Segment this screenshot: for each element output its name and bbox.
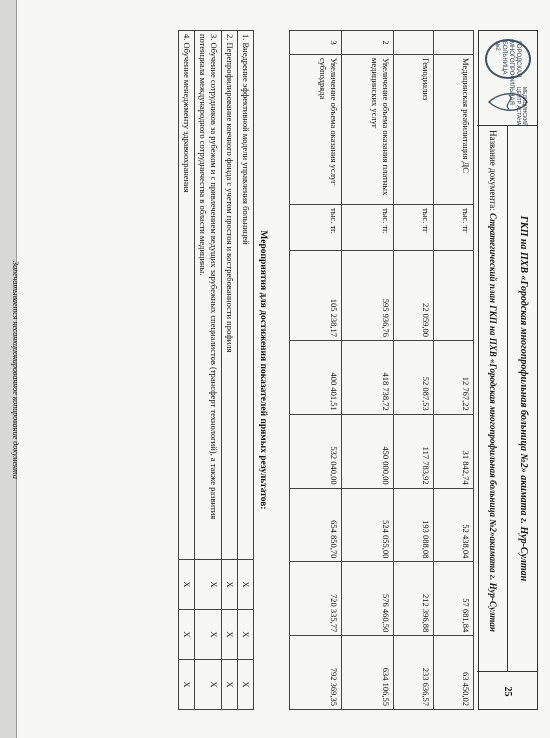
document-header (478, 30, 538, 710)
activity-row (222, 31, 238, 710)
activity-mark: X (222, 560, 238, 610)
cell-name: Гемодиализ (394, 55, 434, 205)
table-row (342, 31, 394, 710)
cell-value: 22 059,00 (394, 251, 434, 341)
cell-name: Увеличение объема оказания платных медицинских услуг (342, 55, 394, 205)
cell-value: 418 738,72 (342, 341, 394, 415)
footer-note: Запечатывается несанкционированное копирование документа (11, 261, 20, 479)
activity-text: 1. Внедрение эффективной модели управления больницей (238, 31, 254, 560)
activity-mark: X (195, 660, 222, 710)
activities-heading: Мероприятия для достижения показателей прямых результатов: (258, 230, 268, 510)
document-name-row (477, 126, 507, 671)
activity-row (179, 31, 195, 710)
cell-unit: тыс. тг (434, 205, 474, 251)
activities-table (178, 30, 254, 710)
cell-value: 233 636,57 (394, 636, 434, 710)
cell-value: 576 460,50 (342, 562, 394, 636)
cell-value: 57 681,84 (434, 562, 474, 636)
activity-mark: X (195, 610, 222, 660)
cell-unit: тыс. тг. (342, 205, 394, 251)
document-name-value: Стратегический план ГКП на ПХВ «Городская многопрофильная больница №2»акимата г. Нур-Султан (488, 213, 498, 632)
cell-value: 400 401,51 (290, 341, 342, 415)
cell-value: 12 767,22 (434, 341, 474, 415)
cell-value: 524 055,00 (342, 488, 394, 562)
document-title: ГКП на ПХВ «Городская многопрофильная больница №2» акимата г. Нур-Султан (507, 126, 537, 671)
cell-value: 595 936,76 (342, 251, 394, 341)
cell-value: 634 106,55 (342, 636, 394, 710)
logo-caption: ГОРОДСКАЯ МНОГОПРОФИЛЬНАЯ БОЛЬНИЦА №2 (494, 41, 521, 105)
page-number: 25 (477, 671, 537, 711)
logo-cell (477, 31, 537, 126)
activity-mark: X (238, 660, 254, 710)
cell-value: 31 842,74 (434, 414, 474, 488)
activity-text: 3. Обучение сотрудников за рубежом и с привлечением ведущих зарубежных специалистов (трансферт технологий), а также развития потенциала международного сотрудничества в области медицины. (195, 31, 222, 560)
cell-value: 792 369,35 (290, 636, 342, 710)
activity-mark: X (179, 660, 195, 710)
table-row (434, 31, 474, 710)
activity-mark: X (195, 560, 222, 610)
activity-mark: X (179, 560, 195, 610)
cell-value: 63 450,02 (434, 636, 474, 710)
cell-value: 212 396,88 (394, 562, 434, 636)
cell-value: 720 335,77 (290, 562, 342, 636)
activity-mark: X (238, 610, 254, 660)
cell-number: 3 (290, 31, 342, 55)
cell-value: 117 783,92 (394, 414, 434, 488)
activity-mark: X (222, 660, 238, 710)
activity-mark: X (238, 560, 254, 610)
activity-row (195, 31, 222, 710)
cell-number: 2 (342, 31, 394, 55)
cell-value: 654 850,70 (290, 488, 342, 562)
cell-value: 105 238,17 (290, 251, 342, 341)
activity-text: 4. Обучение менеджменту здравоохранения (179, 31, 195, 560)
cell-value: 52 087,53 (394, 341, 434, 415)
cell-value: 450 000,00 (342, 414, 394, 488)
activity-row (238, 31, 254, 710)
cell-value: 532 040,00 (290, 414, 342, 488)
cell-name: Медицинская реабилитация ДС (434, 55, 474, 205)
activity-text: 2. Перепрофилирование коечного фонда с учетом простоя и востребованности профиля (222, 31, 238, 560)
medical-center-logo-icon (485, 83, 531, 127)
cell-value: 193 088,08 (394, 488, 434, 562)
activity-mark: X (222, 610, 238, 660)
indicators-table (289, 30, 474, 710)
activity-mark: X (179, 610, 195, 660)
cell-unit: тыс. тг (394, 205, 434, 251)
document-name-label: Название документа: (488, 130, 498, 211)
table-row (394, 31, 434, 710)
cell-value: 52 438,04 (434, 488, 474, 562)
table-row (290, 31, 342, 710)
logo2-caption: МЕДИЦИНСКИЙ ЦЕНТР АСТАНА (515, 87, 527, 127)
cell-name: Увеличение объема оказания услуг субподряда (290, 55, 342, 205)
cell-unit: тыс. тг. (290, 205, 342, 251)
